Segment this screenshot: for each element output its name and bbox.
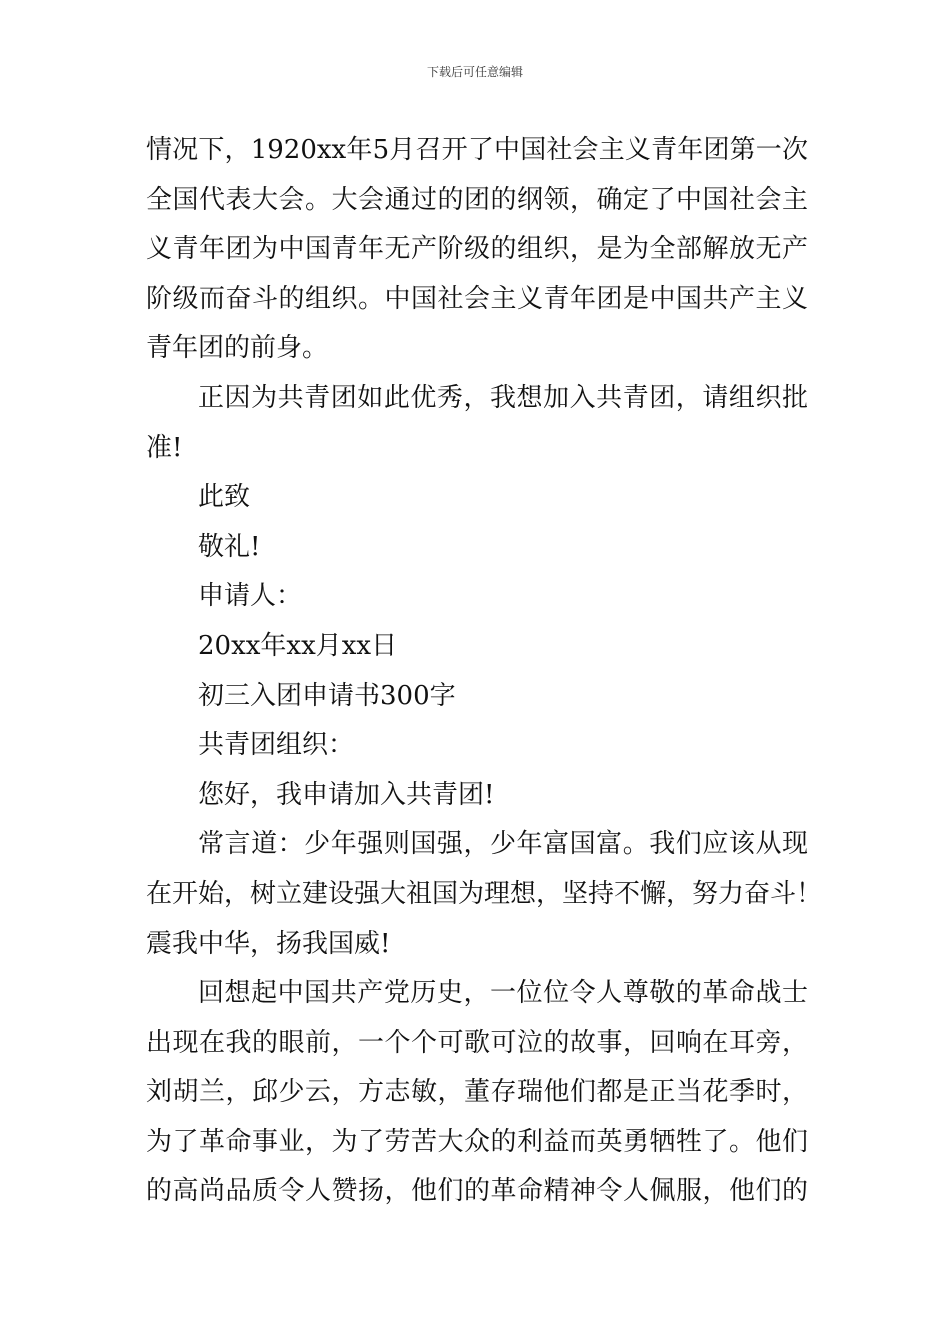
section-title: 初三入团申请书300字 xyxy=(198,680,456,711)
greeting: 您好，我申请加入共青团! xyxy=(198,779,495,810)
text-line: 准! xyxy=(146,432,183,463)
text-line: 情况下，1920xx年5月召开了中国社会主义青年团第一次 xyxy=(146,135,808,165)
page-header-note: 下载后可任意编辑 xyxy=(426,65,523,79)
document-body xyxy=(146,126,823,1217)
text-line: 的高尚品质令人赞扬，他们的革命精神令人佩服，他们的 xyxy=(146,1176,808,1207)
applicant-label: 申请人： xyxy=(198,581,303,612)
date-line: 20xx年xx月xx日 xyxy=(198,630,398,661)
text-line: 正因为共青团如此优秀，我想加入共青团，请组织批 xyxy=(198,382,808,413)
closing-regards: 敬礼! xyxy=(198,531,261,562)
text-line: 义青年团为中国青年无产阶级的组织，是为全部解放无产 xyxy=(146,234,808,265)
text-line: 在开始，树立建设强大祖国为理想，坚持不懈，努力奋斗！ xyxy=(146,878,823,909)
text-line: 阶级而奋斗的组织。中国社会主义青年团是中国共产主义 xyxy=(146,283,808,314)
text-line: 为了革命事业，为了劳苦大众的利益而英勇牺牲了。他们 xyxy=(146,1126,808,1157)
closing-salutation: 此致 xyxy=(198,482,251,513)
text-line: 刘胡兰，邱少云，方志敏，董存瑞他们都是正当花季时， xyxy=(146,1077,808,1108)
text-line: 青年团的前身。 xyxy=(146,333,329,364)
text-line: 出现在我的眼前，一个个可歌可泣的故事，回响在耳旁， xyxy=(146,1027,808,1058)
text-line: 震我中华，扬我国威! xyxy=(146,928,391,959)
text-line: 常言道：少年强则国强，少年富国富。我们应该从现 xyxy=(198,829,808,860)
text-line: 回想起中国共产党历史，一位位令人尊敬的革命战士 xyxy=(198,978,808,1009)
addressee: 共青团组织： xyxy=(198,730,355,761)
text-line: 全国代表大会。大会通过的团的纲领，确定了中国社会主 xyxy=(146,184,808,215)
